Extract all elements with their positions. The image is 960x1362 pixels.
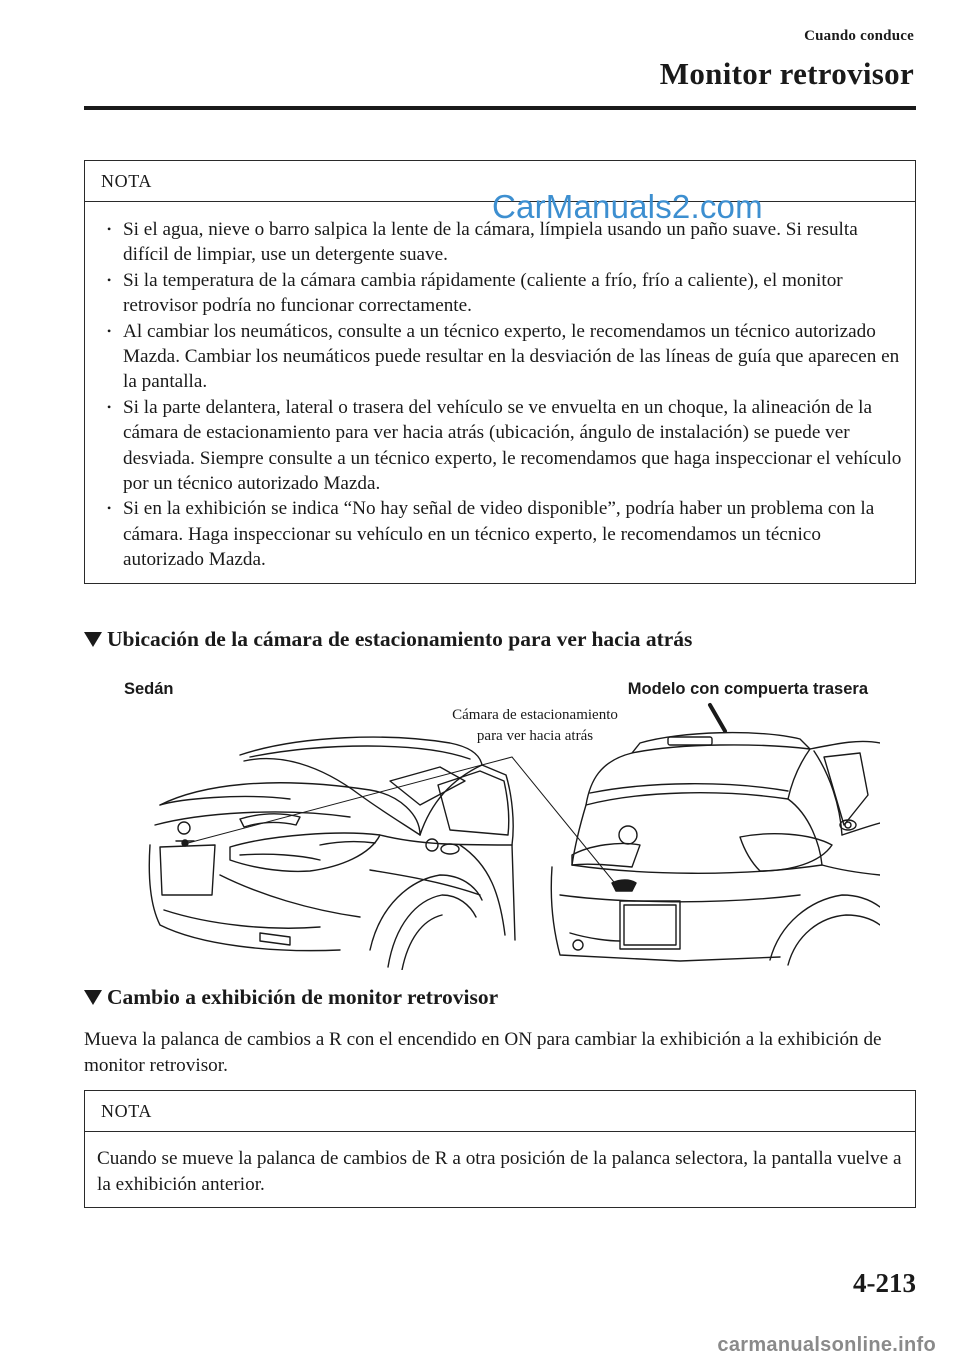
page-number: 4-213 [853,1268,916,1298]
note-box-bottom [84,1090,916,1208]
note-heading-bar [85,1091,915,1132]
triangle-bullet-icon [84,990,102,1005]
sedan-drawing [149,737,515,970]
section-heading-text: Ubicación de la cámara de estacionamiento para ver hacia atrás [107,627,693,651]
note-bullet-list [107,217,905,573]
note-bullet: • Al cambiar los neumáticos, consulte a un técnico experto, le recomendamos un técnico autorizado Mazda. Cambiar los neumáticos puede resultar en la desviación de las líneas de guía que aparecen en la pantalla. [107,319,905,395]
note-bullet: • Si el agua, nieve o barro salpica la lente de la cámara, límpiela usando un paño suave. Si resulta difícil de limpiar, use un detergente suave. [107,217,905,268]
watermark: CarManuals2.com [492,188,763,225]
chapter-subtitle: Cuando conduce [804,28,914,44]
section-heading-text: Cambio a exhibición de monitor retrovisor [107,985,499,1009]
camera-leader-lines [188,757,618,887]
body-paragraph: Mueva la palanca de cambios a R con el encendido en ON para cambiar la exhibición a la exhibición de monitor retrovisor. [84,1029,882,1076]
footer-site-watermark: carmanualsonline.info [717,1334,936,1356]
section-heading-camera-location [84,627,692,652]
triangle-bullet-icon [84,632,102,647]
label-rear-camera-line2: para ver hacia atrás [476,728,594,744]
note-heading: NOTA [101,171,152,191]
label-rear-camera [380,705,690,747]
note-bullet: • Si la parte delantera, lateral o trasera del vehículo se ve envuelta en un choque, la alineación de la cámara de estacionamiento para ver hacia atrás (ubicación, ángulo de instalación) se puede ver desviada. Siempre consulte a un técnico experto, le recomendamos que haga inspeccionar el vehículo por un técnico autorizado Mazda. [107,395,905,497]
header-rule [84,106,916,110]
label-hatchback: Modelo con compuerta trasera [627,680,868,698]
note-heading: NOTA [101,1101,152,1121]
note-bullet: • Si la temperatura de la cámara cambia rápidamente (caliente a frío, frío a caliente), el monitor retrovisor podría no funcionar correctamente. [107,268,905,319]
section-heading-switch-display [84,985,498,1010]
label-rear-camera-line1: Cámara de estacionamiento [452,707,618,723]
label-sedan: Sedán [124,680,174,698]
note-bullet: • Si en la exhibición se indica “No hay señal de video disponible”, podría haber un problema con la cámara. Haga inspeccionar su vehículo en un técnico experto, le recomendamos un técnico autorizado Mazda. [107,496,905,572]
note-text: Cuando se mueve la palanca de cambios de R a otra posición de la palanca selectora, la pantalla vuelve a la exhibición anterior. [97,1148,902,1195]
page-title: Monitor retrovisor [659,56,914,91]
